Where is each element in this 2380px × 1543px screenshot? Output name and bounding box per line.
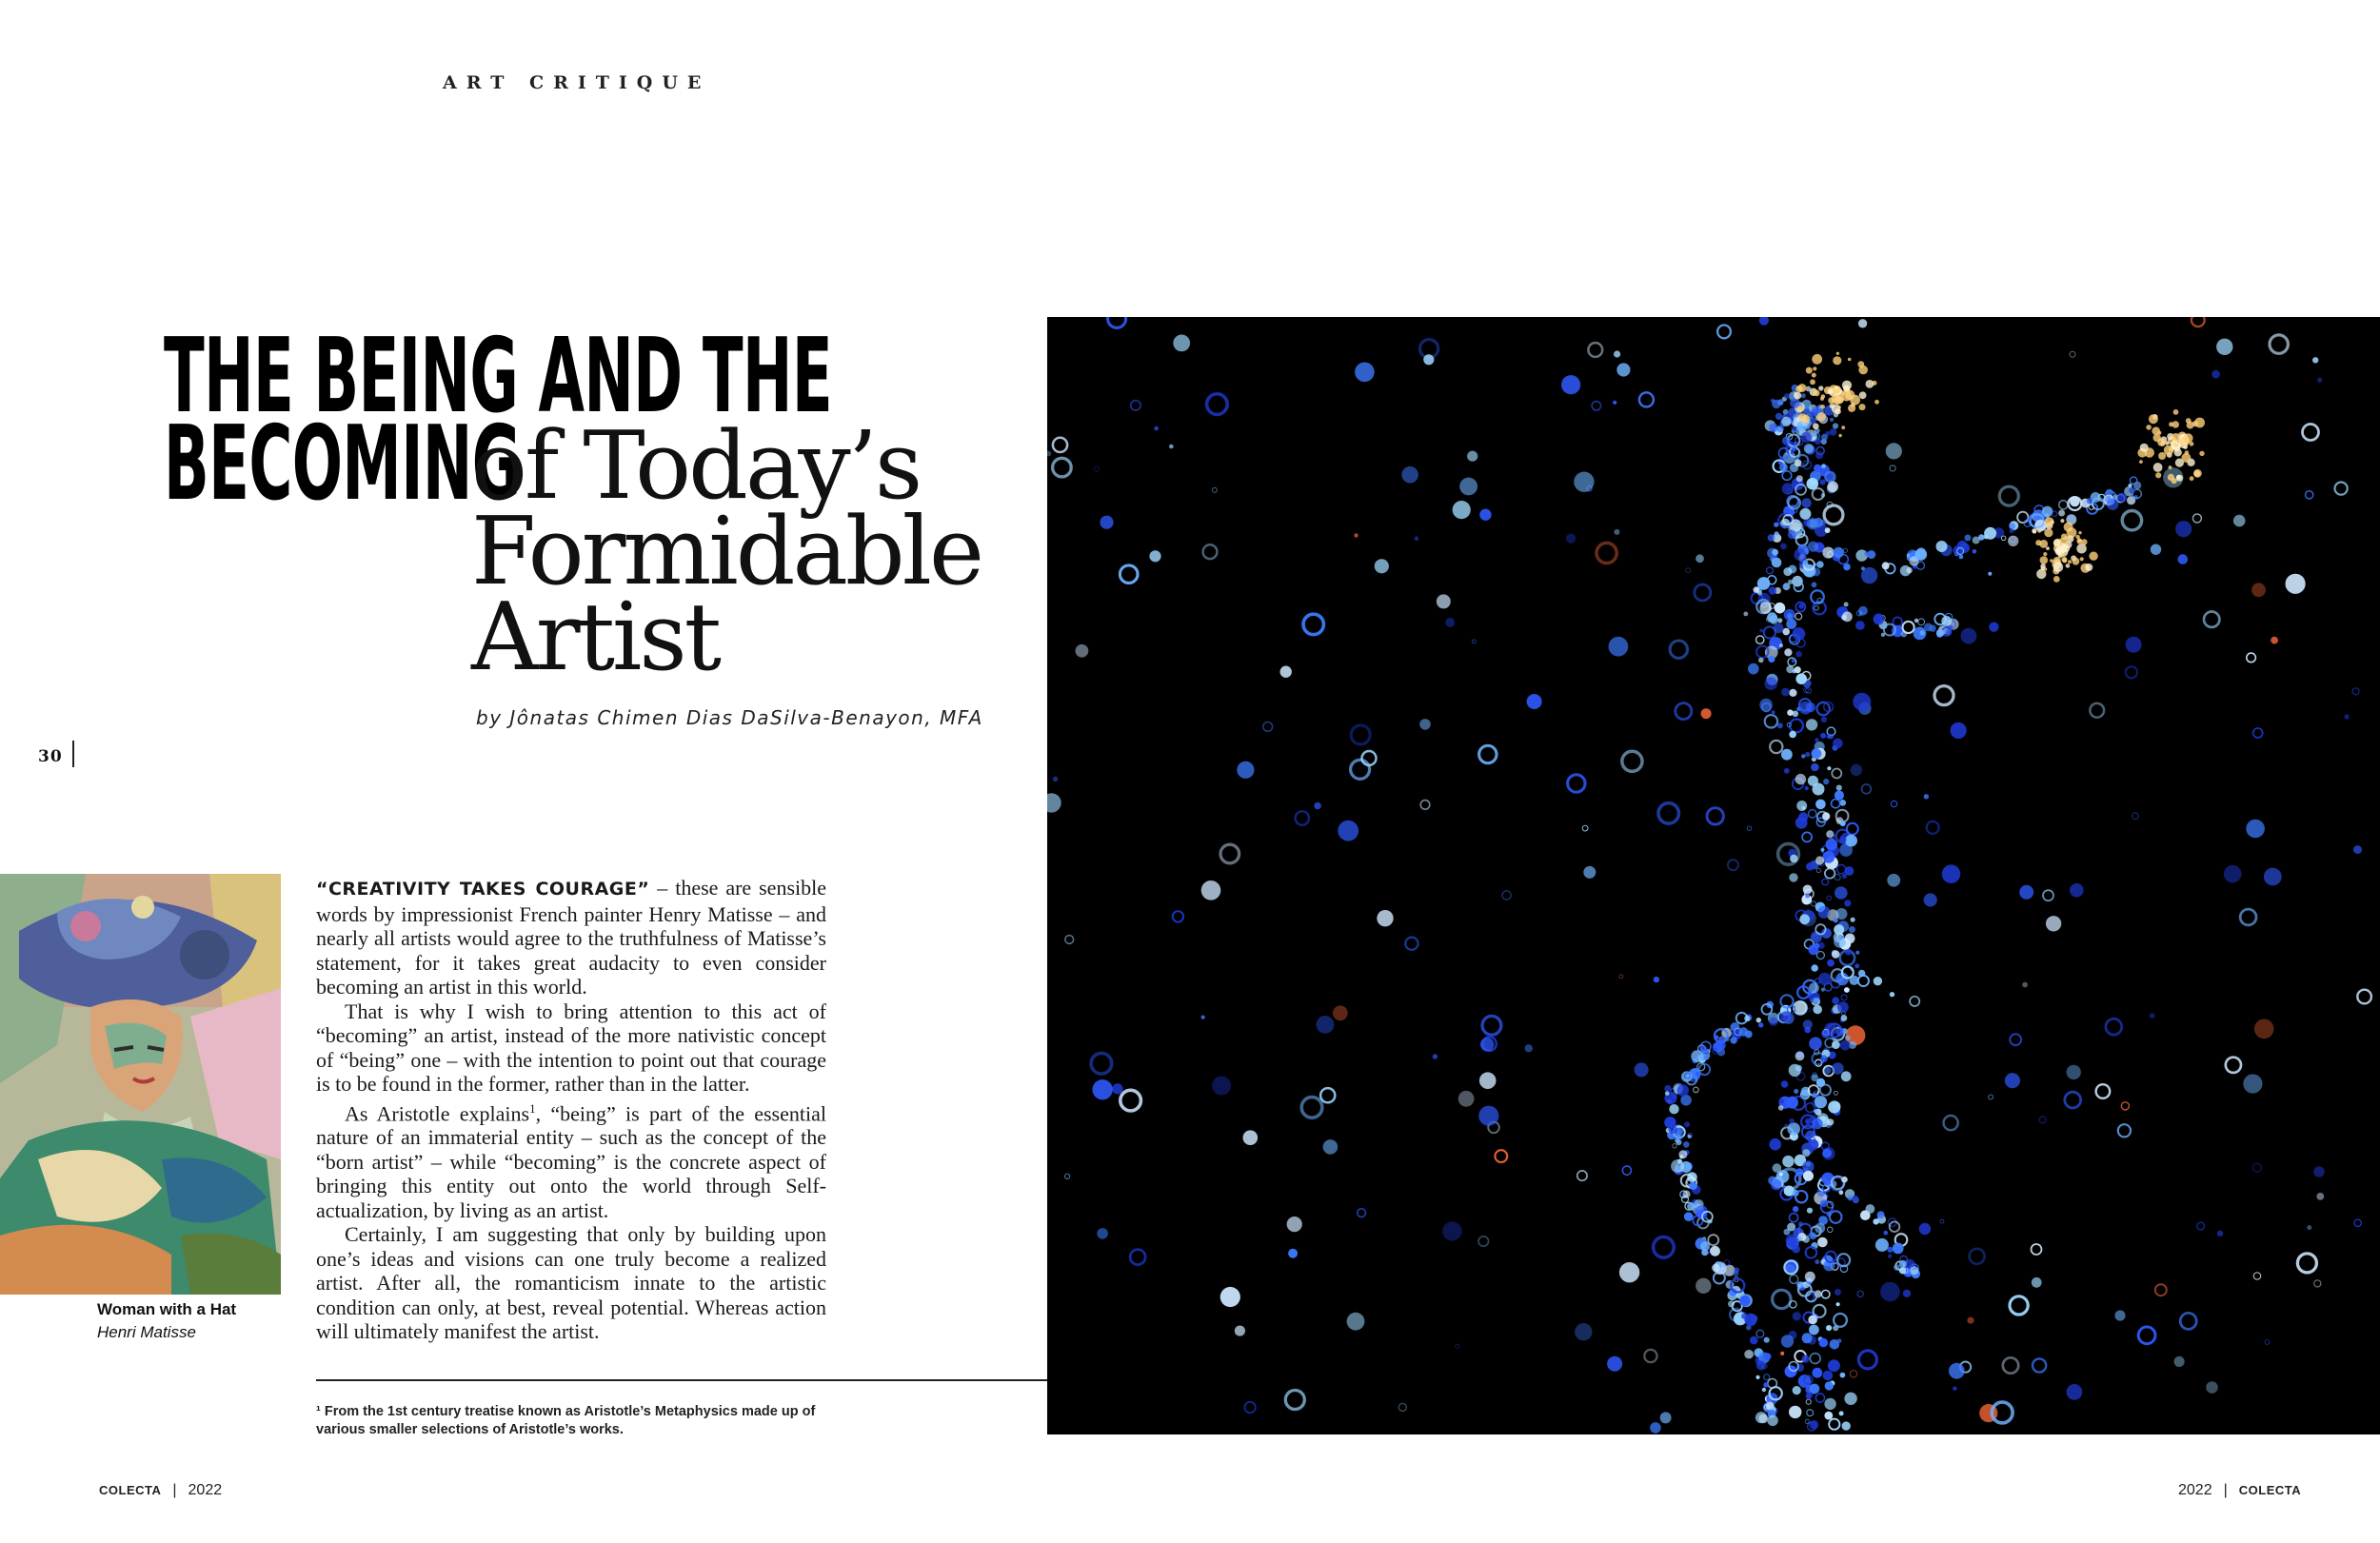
footer-right-year: 2022 [2178,1482,2212,1498]
section-label: ART CRITIQUE [443,72,711,93]
paragraph-3 [316,1097,826,1223]
footnote-marker: 1 [529,1100,536,1116]
footer-left-separator: | [172,1482,177,1498]
paragraph-3-text-b: , “being” is part of the essential nature of an immaterial entity – such as the concept of the “born artist” – while “becoming” is the concrete aspect of bringing this entity out onto the world through Self-actualization, by living as an artist. [316,1100,826,1222]
title-bold-line-2: BECOMING [164,405,521,524]
title-serif-line-3: Artist [471,584,720,692]
caption-artist: Henri Matisse [97,1323,196,1341]
footer-right-brand: COLECTA [2238,1483,2302,1497]
article-body [316,876,826,1344]
particle-figure-artwork [1047,317,2380,1434]
paragraph-2: That is why I wish to bring attention to this act of “becoming” an artist, instead of the more nativistic concept of “being” one – with the intention to point out that courage is to be found in the former, rather than in the latter. [316,999,826,1096]
caption-title: Woman with a Hat [97,1300,237,1318]
paragraph-1 [316,876,826,999]
title-serif-line-1: of Today’s [471,412,921,521]
footer-left-brand: COLECTA [99,1483,162,1497]
footnote: ¹ From the 1st century treatise known as Aristotle’s Metaphysics made up of various smaller selections of Aristotle’s works. [316,1404,816,1437]
title-serif-line-2: Formidable [471,498,982,606]
footer-left [99,1482,222,1499]
painting-woman-with-a-hat [0,874,281,1295]
title-bold-line-1: THE BEING AND THE [164,317,833,436]
footer-right [2178,1482,2301,1499]
lead-in: “CREATIVITY TAKES COURAGE” [316,879,650,900]
paragraph-4: Certainly, I am suggesting that only by building upon one’s ideas and visions can one truly become a realized artist. After all, the romanticism innate to the artistic condition can only, at best, reveal potential. Whereas action will ultimately manifest the artist. [316,1222,826,1344]
particle-figure-photo [1047,317,2380,1434]
paragraph-3-text-a: As Aristotle explains [345,1100,530,1125]
footer-left-year: 2022 [188,1482,223,1498]
paragraph-1-text: – these are sensible words by impressionist French painter Henry Matisse – and nearly all artists would agree to the truthfulness of Matisse’s statement, for it takes great audacity to even consider becoming an artist in this world. [316,876,826,999]
footer-right-separator: | [2223,1482,2228,1498]
byline: by Jônatas Chimen Dias DaSilva-Benayon, MFA [476,706,983,729]
page-number: 30 [38,747,63,766]
page-number-divider [72,741,74,767]
footnote-rule [316,1379,1047,1381]
